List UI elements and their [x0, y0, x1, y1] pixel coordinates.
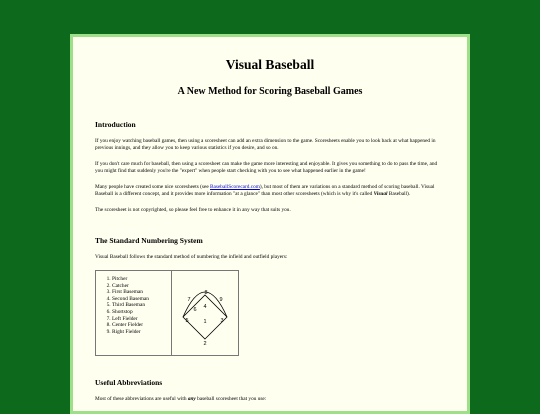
intro-p3-em: Visual: [373, 191, 388, 197]
intro-heading: Introduction: [95, 120, 136, 129]
position-item: 8. Center Fielder: [112, 322, 171, 329]
field-diagram-svg: [172, 271, 238, 355]
intro-p3-pre: Many people have created some nice scoresheets (see: [95, 184, 211, 190]
position-list: [96, 271, 172, 355]
intro-paragraph-3: [95, 184, 445, 198]
position-label-2: 2: [203, 341, 207, 347]
position-item: 1. Pitcher: [112, 276, 171, 283]
content-page: [70, 34, 470, 414]
position-label-5: 5: [185, 318, 189, 324]
position-label-8: 8: [204, 290, 208, 296]
position-ordered-list: [96, 276, 171, 335]
abbrev-post: baseball scoresheet that you use:: [195, 396, 267, 402]
intro-paragraph-1: If you enjoy watching baseball games, then using a scoresheet can add an extra dimension to the game. Scoresheets enable you to look back at what happened in previous innings, and they allow you to keep various statistics if you desire, and so on.: [95, 138, 436, 151]
position-item: 5. Third Baseman: [112, 302, 171, 309]
numbering-heading: The Standard Numbering System: [95, 236, 203, 245]
intro-p3-post: Baseball).: [387, 191, 411, 197]
position-label-9: 9: [219, 297, 223, 303]
position-item: 7. Left Fielder: [112, 316, 171, 323]
position-item: 2. Catcher: [112, 283, 171, 290]
abbrev-heading: Useful Abbreviations: [95, 378, 163, 387]
field-diagram: [172, 271, 238, 355]
page-title: Visual Baseball: [225, 57, 315, 72]
abbrev-em: any: [187, 396, 196, 402]
intro-paragraph-2: If you don't care much for baseball, then using a scoresheet can make the game more interesting and enjoyable. It gives you something to do to pass the time, and you might find that suddenly you're the "expert" when people start checking with you to see what happened earlier in the game!: [95, 161, 438, 174]
abbrev-pre: Most of these abbreviations are useful with: [95, 396, 188, 402]
position-label-4: 4: [203, 304, 207, 310]
abbrev-paragraph: [95, 396, 445, 403]
position-label-7: 7: [187, 297, 191, 303]
position-item: 4. Second Baseman: [112, 296, 171, 303]
numbering-paragraph: Visual Baseball follows the standard method of numbering the infield and outfield players:: [95, 254, 288, 260]
intro-paragraph-4: The scoresheet is not copyrighted, so please feel free to enhance it in any way that suits you.: [95, 207, 291, 213]
position-label-3: 3: [220, 318, 224, 324]
page-subtitle: A New Method for Scoring Baseball Games: [177, 86, 363, 97]
position-label-6: 6: [193, 307, 197, 313]
position-item: 6. Shortstop: [112, 309, 171, 316]
position-label-1: 1: [203, 319, 207, 325]
intro-p3-mid: ), but most of them are variations on a standard method of scoring baseball. Visual Baseball is a different concept, and it provides more information "at a glance" than most other scoresheets (which is why it's called: [95, 184, 435, 197]
position-item: 3. First Baseman: [112, 289, 171, 296]
baseballscorecard-link[interactable]: BaseballScorecard.com: [210, 184, 260, 190]
numbering-table: [95, 270, 239, 356]
position-item: 9. Right Fielder: [112, 329, 171, 336]
